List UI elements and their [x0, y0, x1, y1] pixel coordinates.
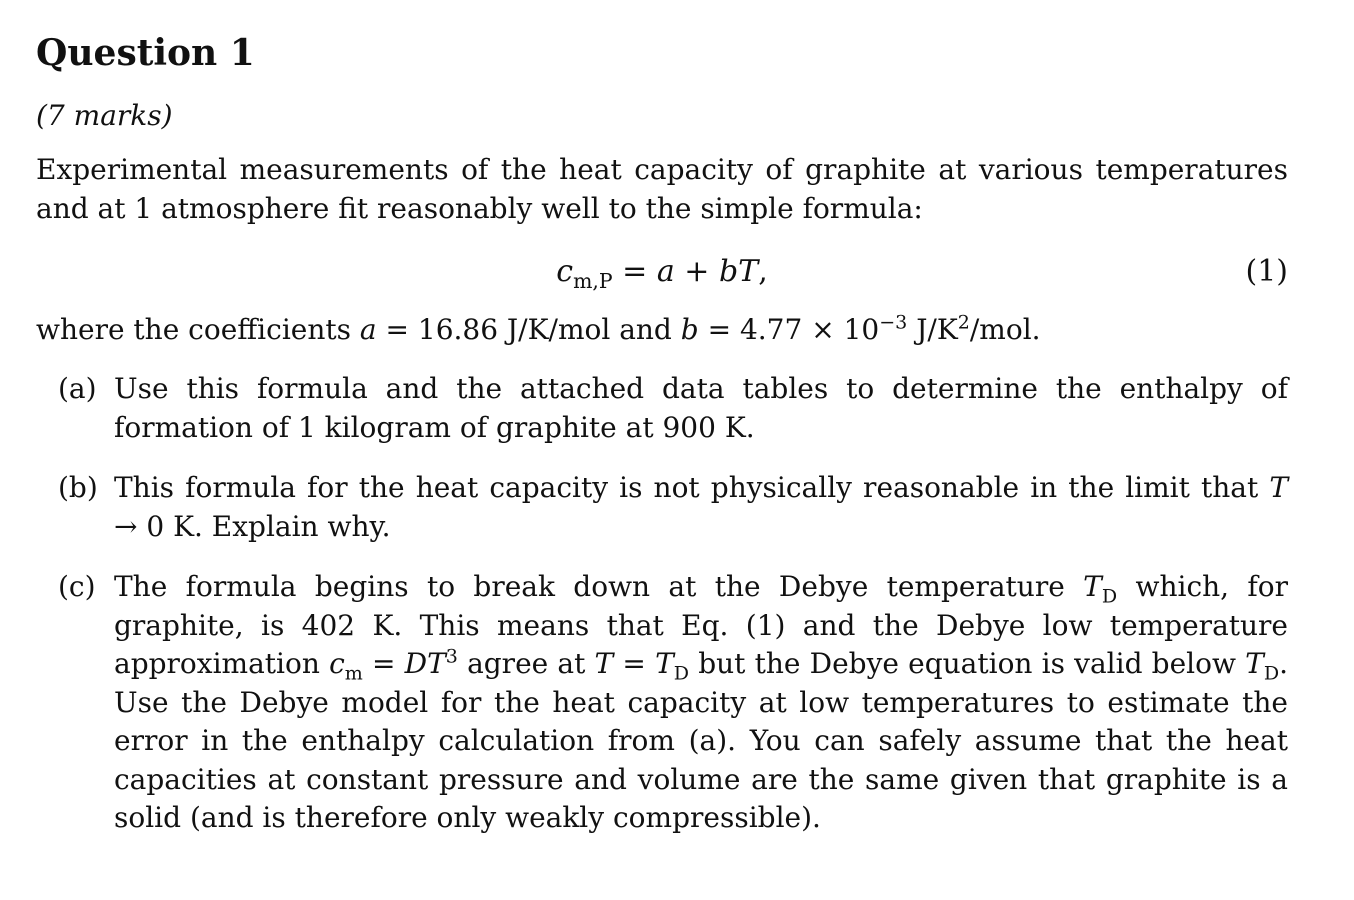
- part-c-seg4: agree at: [467, 647, 586, 680]
- coef-a-value: = 16.86 J/K/mol and: [385, 313, 672, 346]
- part-a: [36, 370, 1288, 447]
- part-c-dt-symbol: DT: [404, 647, 446, 680]
- part-b-text-post: → 0 K. Explain why.: [114, 509, 391, 543]
- part-b: [36, 469, 1288, 546]
- question-parts: [36, 370, 1288, 838]
- eq-plus: +: [684, 254, 710, 289]
- coef-a-symbol: a: [359, 313, 377, 346]
- part-c-dt-exp: 3: [445, 645, 458, 668]
- part-c-seg1: The formula begins to break down at the Debye temperature: [114, 570, 1065, 603]
- part-b-label: (b): [58, 471, 98, 504]
- coefficients-line: [36, 310, 1288, 350]
- part-c: [36, 568, 1288, 838]
- part-c-seg6: but the Debye equation is valid below: [698, 647, 1236, 680]
- part-c-seg5: =: [622, 647, 646, 680]
- part-c-cm-sub: m: [344, 662, 363, 685]
- eq-lhs-symbol: c: [556, 254, 574, 289]
- coef-b-exponent: −3: [879, 311, 908, 334]
- coef-b-unit-post: /mol.: [969, 313, 1041, 346]
- eq-lhs-subscript: m,P: [573, 269, 613, 293]
- part-b-text-pre: This formula for the heat capacity is not physically reasonable in the limit that: [114, 471, 1259, 504]
- intro-paragraph: Experimental measurements of the heat capacity of graphite at various temperatures and at 1 atmosphere fit reasonably well to the simple formula:: [36, 153, 1288, 225]
- part-c-seg3: =: [371, 647, 396, 680]
- coef-b-symbol: b: [680, 313, 699, 346]
- where-text: where the coefficients: [36, 313, 351, 346]
- coef-b-value: = 4.77 × 10: [707, 313, 880, 346]
- marks-label: (7 marks): [36, 99, 173, 132]
- eq-equals: =: [622, 254, 648, 289]
- part-c-td-symbol: T: [1083, 570, 1102, 603]
- eq-bT: bT: [718, 254, 759, 289]
- eq-comma: ,: [758, 254, 768, 289]
- coef-b-unit-exp: 2: [957, 311, 970, 334]
- part-c-td-sub-3: D: [1263, 662, 1280, 685]
- part-c-t-symbol: T: [594, 647, 614, 680]
- equation-number: (1): [1245, 254, 1288, 289]
- part-c-td-symbol-3: T: [1245, 647, 1264, 680]
- part-b-var-t: T: [1269, 471, 1288, 504]
- equation-formula: [36, 250, 1288, 294]
- equation-1: [36, 250, 1288, 294]
- part-c-seg2: which, for graphite, is 402 K. This means that Eq. (1) and the Debye low temperature approximation: [114, 570, 1289, 680]
- coef-b-unit-pre: J/K: [916, 313, 958, 346]
- question-page: [36, 28, 1288, 860]
- part-c-td-sub: D: [1101, 585, 1118, 608]
- eq-a: a: [656, 254, 675, 289]
- part-c-td-symbol-2: T: [655, 647, 674, 680]
- part-a-label: (a): [58, 372, 97, 405]
- part-c-label: (c): [58, 570, 96, 603]
- part-c-cm-symbol: c: [329, 647, 345, 680]
- part-c-seg7: . Use the Debye model for the heat capacity at low temperatures to estimate the error in the enthalpy calculation from (a). You can safely assume that the heat capacities at constant pressure and volume are the same given that graphite is a solid (and is therefore only weakly compressible).: [114, 647, 1288, 834]
- part-c-td-sub-2: D: [673, 662, 690, 685]
- question-title: Question 1: [36, 32, 255, 74]
- part-a-text: Use this formula and the attached data tables to determine the enthalpy of formation of 1 kilogram of graphite at 900 K.: [114, 372, 1288, 444]
